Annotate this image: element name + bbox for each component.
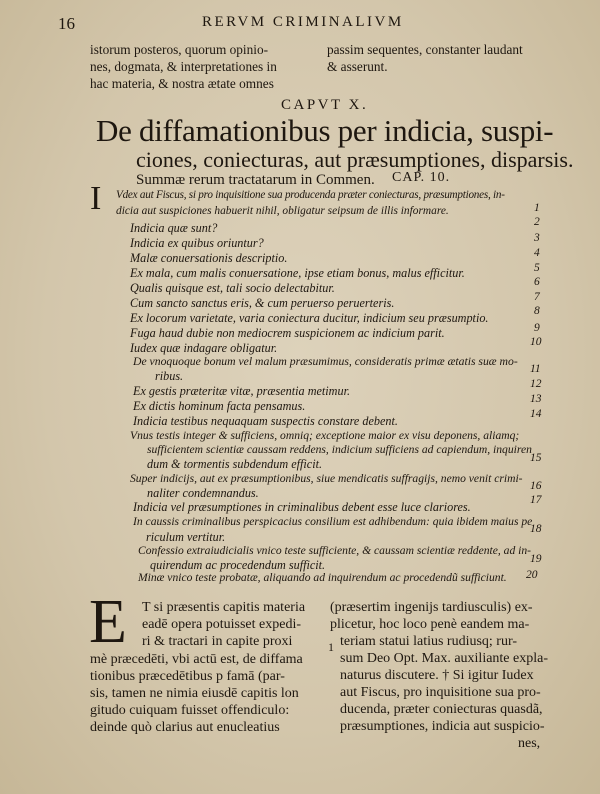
continuation-right-column xyxy=(327,41,523,75)
index-entry: naliter condemnandus. xyxy=(147,486,259,500)
text-line: ri & tractari in capite proxi xyxy=(142,634,293,649)
index-entry: Indicia vel præsumptiones in criminalibus debent esse luce clariores. xyxy=(133,500,471,514)
index-entry: ribus. xyxy=(155,369,184,383)
continuation-left-column xyxy=(90,41,277,92)
text-line: deinde quò clarius aut enucleatius xyxy=(90,720,280,735)
index-entry: Indicia testibus nequaquam suspectis constare debent. xyxy=(133,414,398,428)
index-entry: Cum sancto sanctus eris, & cum peruerso peruerteris. xyxy=(130,296,395,310)
index-number: 5 xyxy=(534,262,540,274)
index-entry: Super indicijs, aut ex præsumptionibus, siue mendicatis suffragijs, nemo venit crimi- xyxy=(130,472,523,485)
text-line: sum Deo Opt. Max. auxiliante expla- xyxy=(340,651,549,666)
index-number: 15 xyxy=(530,452,542,464)
index-entry: In caussis criminalibus perspicacius consilium est adhibendum: quia ibidem maius pe xyxy=(133,515,533,528)
index-initial-letter: I xyxy=(90,180,102,217)
index-number: 12 xyxy=(530,378,542,390)
chapter-reference: CAP. 10. xyxy=(392,170,451,185)
index-entry: Malæ conuersationis descriptio. xyxy=(130,251,288,265)
index-entry: Ex dictis hominum facta pensamus. xyxy=(133,399,306,413)
index-entry: Ex locorum varietate, varia coniectura ducitur, indicium seu præsumptio. xyxy=(130,311,489,325)
text-line: sis, tamen ne nimia eiusdē capitis lon xyxy=(90,686,299,701)
running-head: RERVM CRIMINALIVM xyxy=(202,14,404,30)
text-line: ducenda, præter coniecturas quasdã, xyxy=(340,702,543,717)
text-line: præsumptiones, indicia aut suspicio- xyxy=(340,719,545,734)
text-line: aut Fiscus, pro inquisitione sua pro- xyxy=(340,685,541,700)
index-number: 3 xyxy=(534,232,540,244)
index-entry: Iudex quæ indagare obligatur. xyxy=(130,341,278,355)
text-line: naturus discutere. † Si igitur Iudex xyxy=(340,668,534,683)
index-entry: Minæ vnico teste probatæ, aliquando ad inquirendum ac procedendũ sufficiunt. xyxy=(138,571,507,584)
index-entry: Vdex aut Fiscus, si pro inquisitione sua producenda præter coniecturas, præsumptiones, in- xyxy=(116,189,505,201)
index-entry: Ex mala, cum malis conuersatione, ipse etiam bonus, malus efficitur. xyxy=(130,266,465,280)
chapter-number: CAPVT X. xyxy=(281,97,369,113)
text-line: tionibus præcedētibus p famā (par- xyxy=(90,669,285,684)
index-number: 18 xyxy=(530,523,542,535)
index-entry: sufficientem scientiæ caussam reddens, indicium sufficiens ad capiendum, inquiren xyxy=(147,443,532,456)
text-line: istorum posteros, quorum opinio- xyxy=(90,42,269,57)
page-number: 16 xyxy=(58,14,75,33)
index-number: 19 xyxy=(530,553,542,565)
index-number: 2 xyxy=(534,216,540,228)
index-entry: Ex gestis præteritæ vitæ, præsentia metimur. xyxy=(133,384,351,398)
index-entry: Indicia ex quibus oriuntur? xyxy=(130,236,264,250)
index-entry: Indicia quæ sunt? xyxy=(130,221,218,235)
chapter-title-line-2: ciones, coniecturas, aut præsumptiones, disparsis. xyxy=(136,147,574,172)
text-line: mè præcedēti, vbi actū est, de diffama xyxy=(90,652,303,667)
index-entry: riculum vertitur. xyxy=(146,530,226,544)
index-number: 6 xyxy=(534,276,540,288)
index-entry: Qualis quisque est, tali socio delectabitur. xyxy=(130,281,335,295)
text-line: (præsertim ingenijs tardiusculis) ex- xyxy=(330,600,533,615)
index-entry: dum & tormentis subdendum efficit. xyxy=(147,457,323,471)
text-line: nes, dogmata, & interpretationes in xyxy=(90,59,277,74)
index-entry: dicia aut suspiciones habuerit nihil, obligatur seipsum de illis informare. xyxy=(116,205,449,217)
index-number: 9 xyxy=(534,322,540,334)
index-number: 8 xyxy=(534,305,540,317)
text-line: T si præsentis capitis materia xyxy=(142,600,306,615)
text-line: teriam statui latius rudiusq; rur- xyxy=(340,634,518,649)
index-number: 16 xyxy=(530,480,542,492)
text-line: plicetur, hoc loco penè eandem ma- xyxy=(330,617,530,632)
text-line: eadē opera potuisset expedi- xyxy=(142,617,301,632)
index-number: 11 xyxy=(530,363,541,375)
index-entry: Vnus testis integer & sufficiens, omniq; exceptione maior ex visu deponens, aliamq; xyxy=(130,429,520,442)
margin-note-number: 1 xyxy=(328,640,334,654)
text-line: gitudo cuiquam fuisset offendiculo: xyxy=(90,703,290,718)
index-entry: quirendum ac procedendum sufficit. xyxy=(150,558,326,572)
index-number: 1 xyxy=(534,202,540,214)
index-number: 4 xyxy=(534,247,540,259)
text-line: nes, xyxy=(518,736,541,751)
index-number: 10 xyxy=(530,336,542,348)
index-number: 7 xyxy=(534,291,540,303)
text-line: passim sequentes, constanter laudant xyxy=(327,42,523,57)
index-number: 13 xyxy=(530,393,542,405)
index-entry: Fuga haud dubie non mediocrem suspicionem ac indicium parit. xyxy=(130,326,445,340)
index-entry: Confessio extraiudicialis vnico teste sufficiente, & caussam scientiæ reddente, ad in- xyxy=(138,544,532,557)
index-number: 14 xyxy=(530,408,542,420)
summary-heading: Summæ rerum tractatarum in Commen. xyxy=(136,172,375,188)
chapter-title-line-1: De diffamationibus per indicia, suspi- xyxy=(96,113,554,148)
text-line: & asserunt. xyxy=(327,59,388,74)
index-number: 20 xyxy=(526,569,538,581)
text-line: hac materia, & nostra ætate omnes xyxy=(90,76,274,91)
drop-capital-letter: E xyxy=(89,588,127,656)
index-entry: De vnoquoque bonum vel malum præsumimus, consideratis primæ ætatis suæ mo- xyxy=(133,355,518,368)
index-number: 17 xyxy=(530,494,542,506)
